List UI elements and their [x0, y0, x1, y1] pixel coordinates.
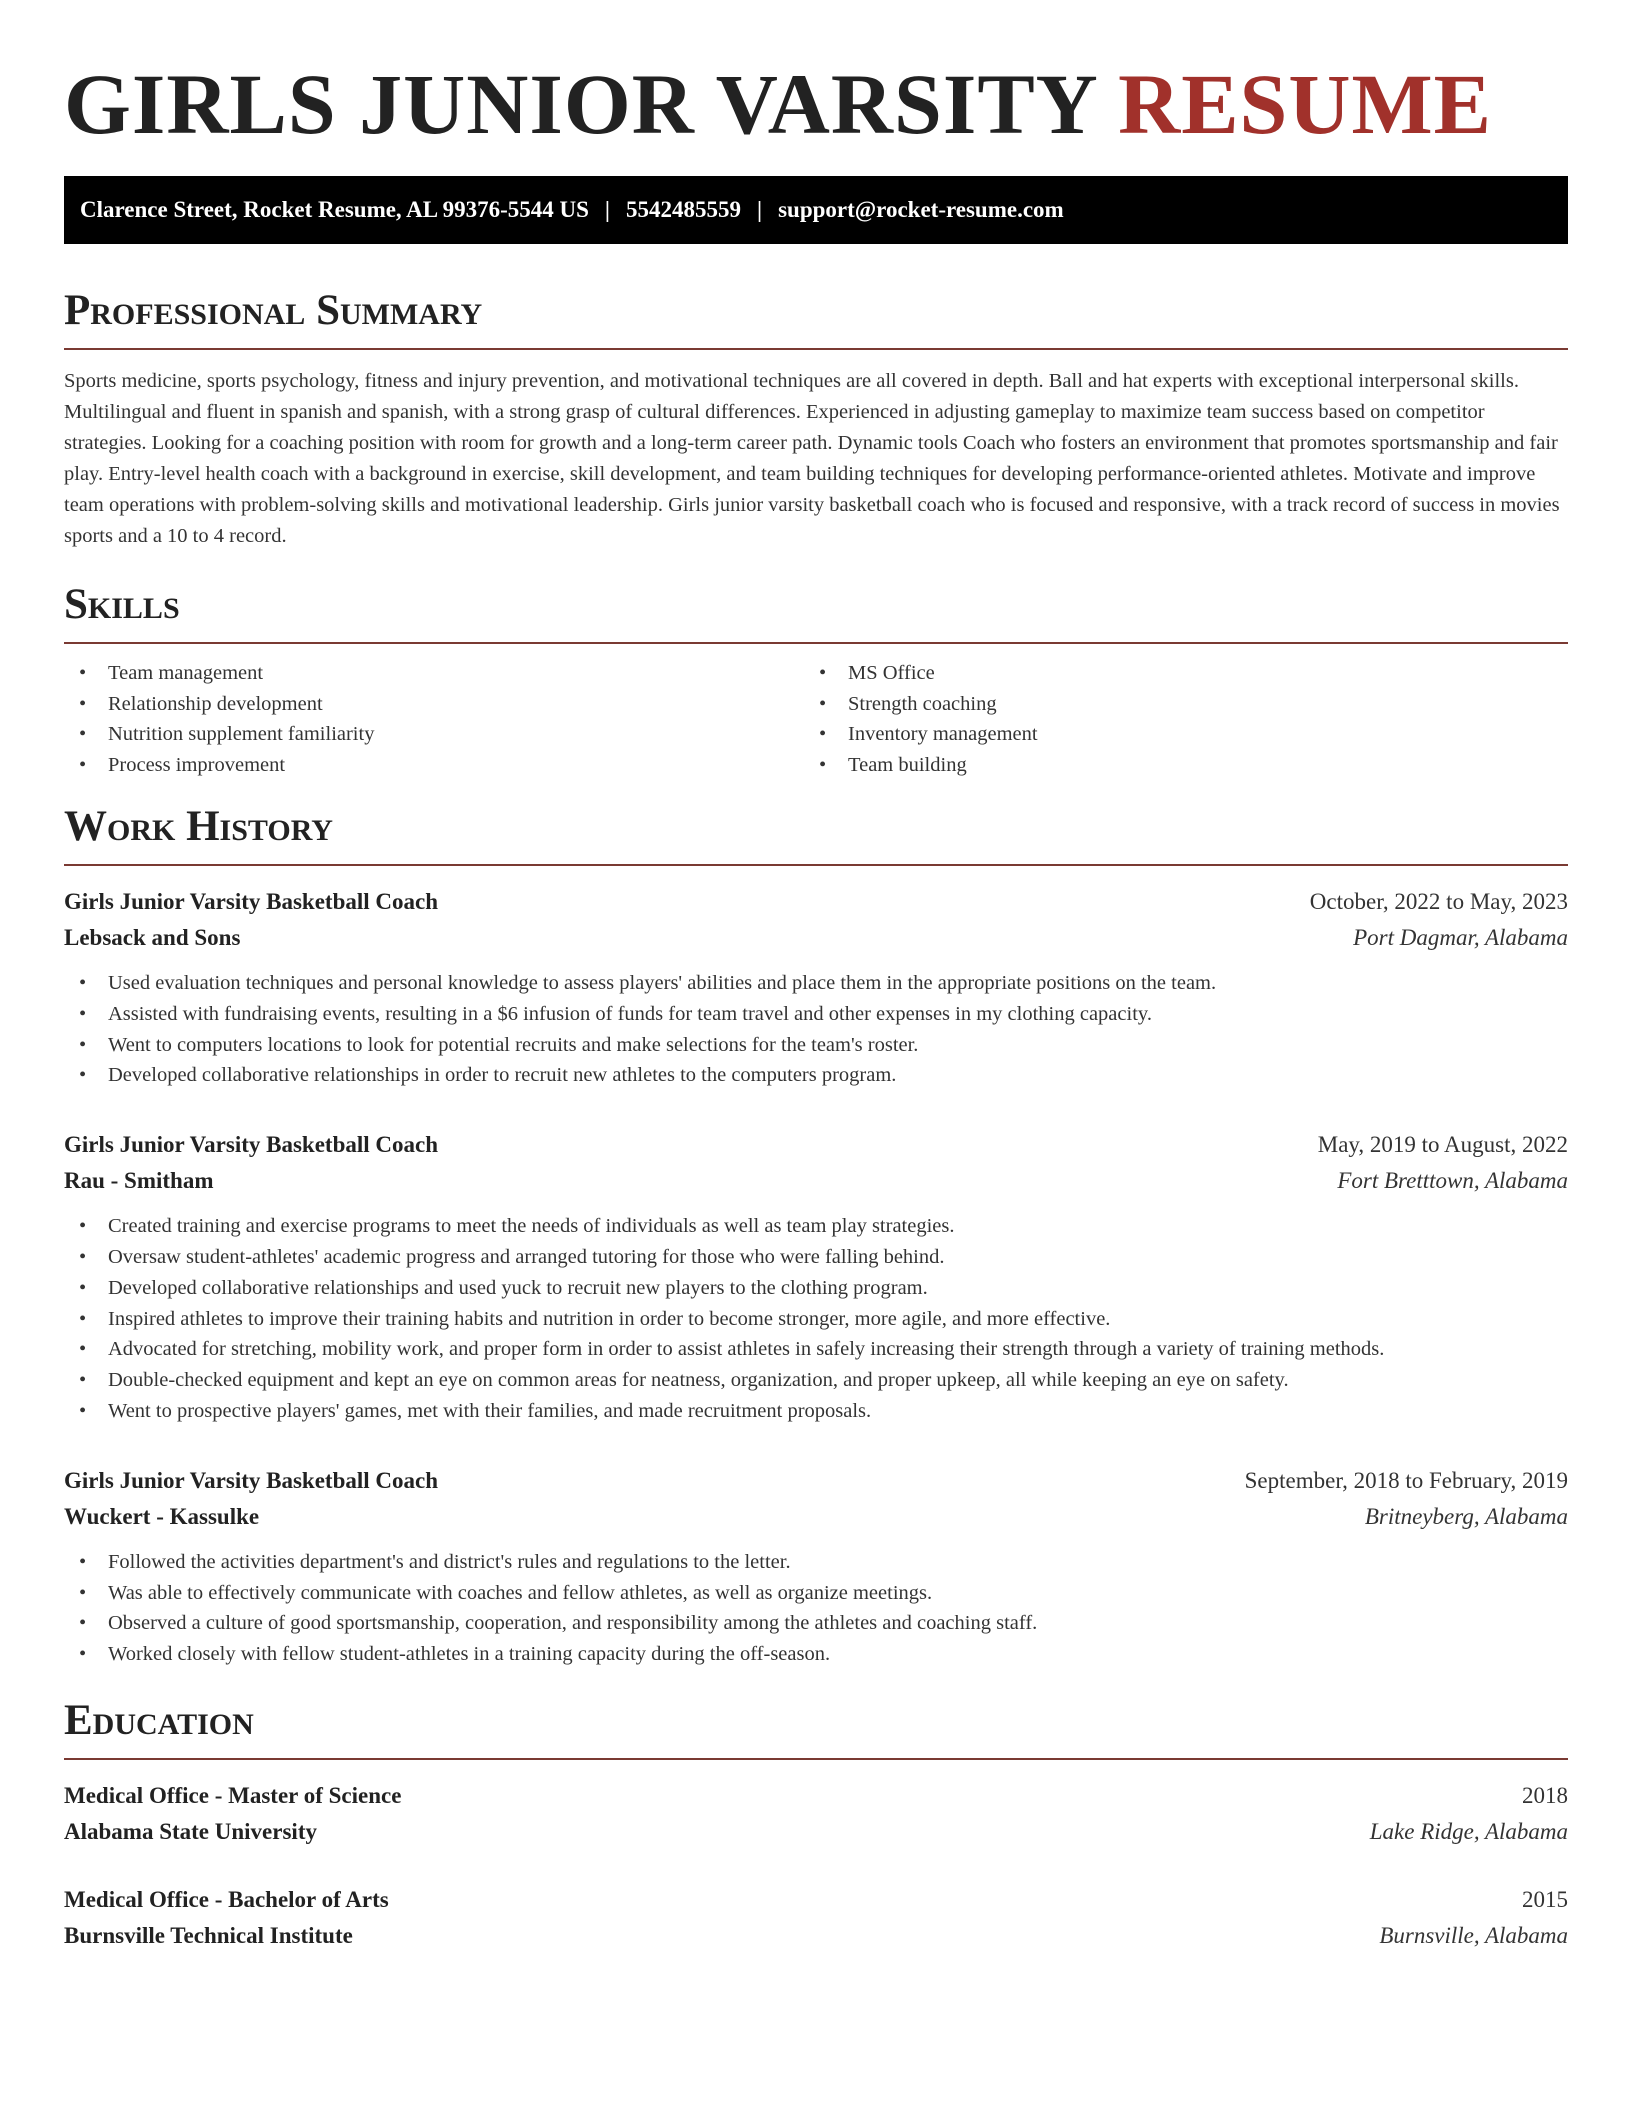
job-header-row: [64, 1463, 1568, 1499]
skill-item: • Relationship development: [64, 689, 804, 720]
resume-title-main: GIRLS JUNIOR VARSITY: [64, 56, 1096, 152]
education-year: 2018: [1522, 1782, 1568, 1808]
skill-item: • Strength coaching: [804, 689, 1544, 720]
skill-item: • Process improvement: [64, 750, 804, 781]
skill-item: • Team management: [64, 658, 804, 689]
job-bullet: • Oversaw student-athletes' academic progress and arranged tutoring for those who were falling behind.: [64, 1242, 1568, 1273]
summary-text: Sports medicine, sports psychology, fitness and injury prevention, and motivational techniques are all covered in depth. Ball and hat experts with exceptional interpersonal skills. Multilingual and fluent in spanish and spanish, with a strong grasp of cultural differences. Experienced in adjusting gameplay to maximize team success based on competitor strategies. Looking for a coaching position with room for growth and a long-term career path. Dynamic tools Coach who fosters an environment that promotes sportsmanship and fair play. Entry-level health coach with a background in exercise, skill development, and team building techniques for developing performance-oriented athletes. Motivate and improve team operations with problem-solving skills and motivational leadership. Girls junior varsity basketball coach who is focused and responsive, with a track record of success in movies sports and a 10 to 4 record.: [64, 370, 1560, 547]
job-dates: May, 2019 to August, 2022: [1317, 1132, 1568, 1158]
education-location: Lake Ridge, Alabama: [1369, 1818, 1568, 1844]
education-degree-row: [64, 1882, 1568, 1918]
contact-separator: |: [757, 197, 763, 222]
job-entry: [64, 1463, 1568, 1670]
job-company: Lebsack and Sons: [64, 925, 241, 950]
job-location: Port Dagmar, Alabama: [1353, 925, 1568, 950]
job-bullet: • Developed collaborative relationships and used yuck to recruit new players to the clothing program.: [64, 1273, 1568, 1304]
education-degree: Medical Office - Master of Science: [64, 1782, 402, 1808]
job-role: Girls Junior Varsity Basketball Coach: [64, 1467, 439, 1493]
job-bullet: • Created training and exercise programs to meet the needs of individuals as well as team play strategies.: [64, 1211, 1568, 1242]
job-bullet: • Assisted with fundraising events, resulting in a $6 infusion of funds for team travel and other expenses in my clothing capacity.: [64, 999, 1568, 1030]
skills-column-right: [804, 658, 1544, 780]
education-degree: Medical Office - Bachelor of Arts: [64, 1886, 389, 1912]
job-location: Britneyberg, Alabama: [1364, 1503, 1568, 1529]
skills-heading: Skills: [64, 580, 1568, 644]
job-bullet: • Inspired athletes to improve their training habits and nutrition in order to become stronger, more agile, and more effective.: [64, 1304, 1568, 1335]
education-year: 2015: [1522, 1886, 1568, 1912]
education-degree-row: [64, 1778, 1568, 1814]
education-heading: Education: [64, 1696, 1568, 1760]
job-bullet: • Developed collaborative relationships in order to recruit new athletes to the computers program.: [64, 1060, 1568, 1091]
job-company: Wuckert - Kassulke: [64, 1503, 260, 1529]
job-role: Girls Junior Varsity Basketball Coach: [64, 1132, 439, 1158]
job-company-row: [64, 920, 1568, 956]
job-bullet: • Went to computers locations to look for potential recruits and make selections for the team's roster.: [64, 1030, 1568, 1061]
job-company: Rau - Smitham: [64, 1168, 214, 1194]
job-bullets: [64, 1547, 1568, 1670]
summary-heading: Professional Summary: [64, 286, 1568, 350]
skill-item: • MS Office: [804, 658, 1544, 689]
job-header-row: [64, 1127, 1568, 1163]
job-entry: [64, 1127, 1568, 1427]
contact-bar: [64, 176, 1568, 244]
job-bullet: • Used evaluation techniques and personal knowledge to assess players' abilities and place them in the appropriate positions on the team.: [64, 968, 1568, 999]
job-bullet: • Observed a culture of good sportsmanship, cooperation, and responsibility among the athletes and coaching staff.: [64, 1608, 1568, 1639]
job-bullet: • Followed the activities department's and district's rules and regulations to the letter.: [64, 1547, 1568, 1578]
job-bullet: • Advocated for stretching, mobility work, and proper form in order to assist athletes in safely increasing their strength through a variety of training methods.: [64, 1334, 1568, 1365]
skills-list: [64, 658, 1568, 780]
work-history-heading: Work History: [64, 802, 1568, 866]
resume-title: [64, 56, 1568, 152]
skills-column-left: [64, 658, 804, 780]
education-school: Burnsville Technical Institute: [64, 1922, 353, 1948]
education-location: Burnsville, Alabama: [1379, 1922, 1568, 1948]
job-company-row: [64, 1163, 1568, 1199]
job-bullets: [64, 1211, 1568, 1427]
contact-email: support@rocket-resume.com: [778, 197, 1064, 222]
job-header-row: [64, 884, 1568, 920]
job-bullet: • Was able to effectively communicate with coaches and fellow athletes, as well as organize meetings.: [64, 1578, 1568, 1609]
education-entry: [64, 1778, 1568, 1850]
contact-address: Clarence Street, Rocket Resume, AL 99376-5544 US: [80, 197, 589, 222]
skill-item: • Team building: [804, 750, 1544, 781]
job-dates: September, 2018 to February, 2019: [1244, 1467, 1568, 1493]
skill-item: • Inventory management: [804, 719, 1544, 750]
contact-separator: |: [604, 197, 610, 222]
job-role: Girls Junior Varsity Basketball Coach: [64, 889, 439, 914]
job-bullet: • Went to prospective players' games, met with their families, and made recruitment proposals.: [64, 1396, 1568, 1427]
job-company-row: [64, 1499, 1568, 1535]
job-bullet: • Double-checked equipment and kept an eye on common areas for neatness, organization, and proper upkeep, all while keeping an eye on safety.: [64, 1365, 1568, 1396]
job-bullets: [64, 968, 1568, 1091]
education-school-row: [64, 1918, 1568, 1954]
resume-page: [64, 0, 1568, 1954]
job-location: Fort Bretttown, Alabama: [1337, 1168, 1568, 1194]
education-school-row: [64, 1814, 1568, 1850]
education-school: Alabama State University: [64, 1818, 317, 1844]
resume-title-accent: RESUME: [1118, 56, 1493, 152]
job-entry: [64, 884, 1568, 1091]
skill-item: • Nutrition supplement familiarity: [64, 719, 804, 750]
contact-phone: 5542485559: [626, 197, 741, 222]
job-bullet: • Worked closely with fellow student-athletes in a training capacity during the off-season.: [64, 1639, 1568, 1670]
education-entry: [64, 1882, 1568, 1954]
job-dates: October, 2022 to May, 2023: [1309, 889, 1568, 914]
